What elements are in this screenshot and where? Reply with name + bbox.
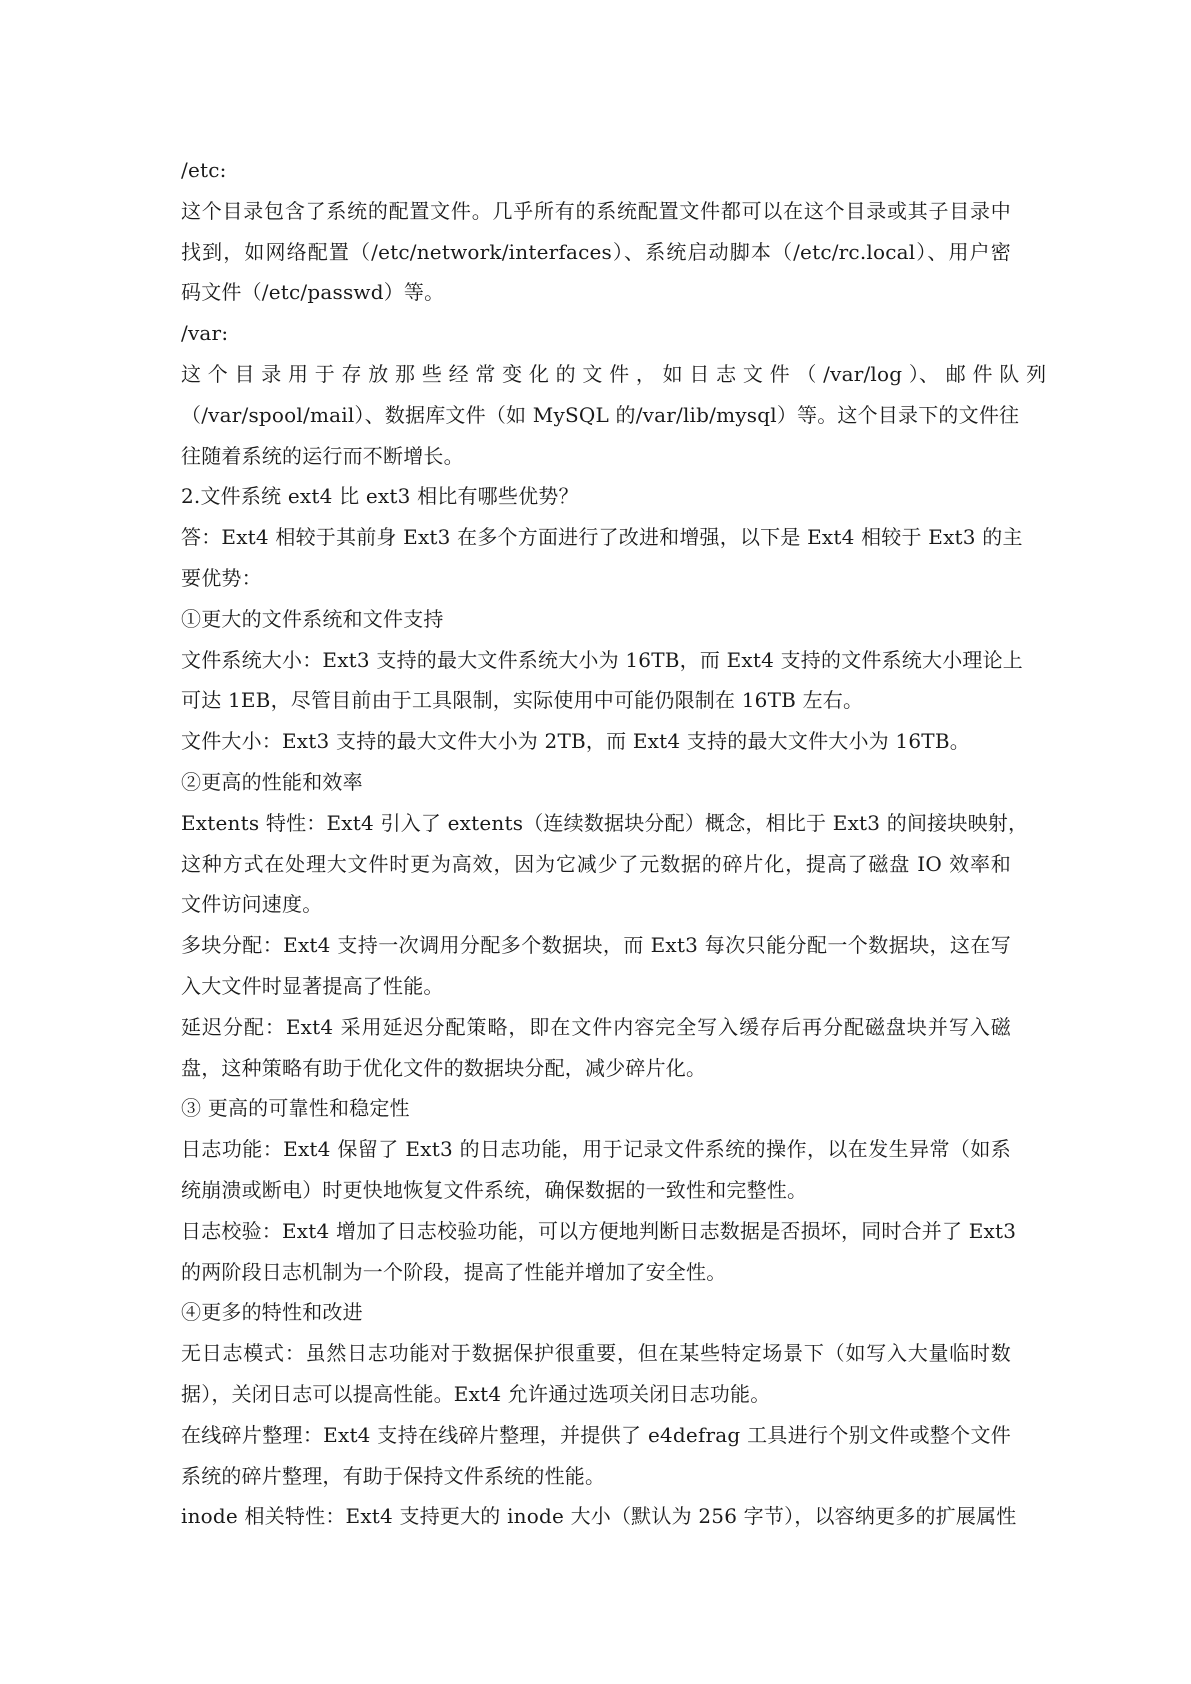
text-line: 可达 1EB，尽管目前由于工具限制，实际使用中可能仍限制在 16TB 左右。 xyxy=(181,688,864,713)
text-line: 据），关闭日志可以提高性能。Ext4 允许通过选项关闭日志功能。 xyxy=(181,1381,771,1406)
subsection-heading: ④更多的特性和改进 xyxy=(181,1300,363,1325)
text-line: 码文件（/etc/passwd）等。 xyxy=(181,280,445,305)
text-line: 文件大小：Ext3 支持的最大文件大小为 2TB，而 Ext4 支持的最大文件大小为 16TB。 xyxy=(181,729,970,754)
text-line: 盘，这种策略有助于优化文件的数据块分配，减少碎片化。 xyxy=(181,1055,707,1080)
text-line: 文件访问速度。 xyxy=(181,892,323,917)
text-line: 统崩溃或断电）时更快地恢复文件系统，确保数据的一致性和完整性。 xyxy=(181,1177,808,1202)
subsection-heading: ①更大的文件系统和文件支持 xyxy=(181,606,444,631)
text-line: /var: xyxy=(181,321,229,346)
text-line: Extents 特性：Ext4 引入了 extents（连续数据块分配）概念，相比于 Ext3 的间接块映射， xyxy=(181,810,1029,835)
text-line: 这 个 目 录 用 于 存 放 那 些 经 常 变 化 的 文 件 ， 如 日 志 文 件 （ /var/log ）、 邮 件 队 列 xyxy=(181,361,1047,386)
text-line: 系统的碎片整理，有助于保持文件系统的性能。 xyxy=(181,1463,606,1488)
text-line: inode 相关特性：Ext4 支持更大的 inode 大小（默认为 256 字节），以容纳更多的扩展属性 xyxy=(181,1504,1017,1529)
text-line: 入大文件时显著提高了性能。 xyxy=(181,973,444,998)
text-line: 要优势： xyxy=(181,565,262,590)
text-line: 延迟分配：Ext4 采用延迟分配策略，即在文件内容完全写入缓存后再分配磁盘块并写入磁 xyxy=(181,1014,1011,1039)
text-line: 文件系统大小：Ext3 支持的最大文件系统大小为 16TB，而 Ext4 支持的文件系统大小理论上 xyxy=(181,647,1023,672)
section-heading: 2.文件系统 ext4 比 ext3 相比有哪些优势？ xyxy=(181,484,579,509)
text-line: 多块分配：Ext4 支持一次调用分配多个数据块，而 Ext3 每次只能分配一个数据块，这在写 xyxy=(181,933,1011,958)
text-line: 答：Ext4 相较于其前身 Ext3 在多个方面进行了改进和增强，以下是 Ext4 相较于 Ext3 的主 xyxy=(181,525,1023,550)
text-line: 这个目录包含了系统的配置文件。几乎所有的系统配置文件都可以在这个目录或其子目录中 xyxy=(181,198,1011,223)
text-line: 这种方式在处理大文件时更为高效，因为它减少了元数据的碎片化，提高了磁盘 IO 效率和 xyxy=(181,851,1011,876)
text-line: 往随着系统的运行而不断增长。 xyxy=(181,443,464,468)
text-line: 的两阶段日志机制为一个阶段，提高了性能并增加了安全性。 xyxy=(181,1259,727,1284)
subsection-heading: ③ 更高的可靠性和稳定性 xyxy=(181,1096,410,1121)
text-line: /etc: xyxy=(181,158,227,182)
text-line: 无日志模式：虽然日志功能对于数据保护很重要，但在某些特定场景下（如写入大量临时数 xyxy=(181,1341,1011,1366)
text-line: （/var/spool/mail）、数据库文件（如 MySQL 的/var/lib/mysql）等。这个目录下的文件往 xyxy=(181,402,1020,427)
text-line: 在线碎片整理：Ext4 支持在线碎片整理，并提供了 e4defrag 工具进行个别文件或整个文件 xyxy=(181,1422,1011,1447)
text-line: 找到，如网络配置（/etc/network/interfaces）、系统启动脚本（/etc/rc.local）、用户密 xyxy=(181,239,1011,264)
document-page xyxy=(181,150,1047,1537)
subsection-heading: ②更高的性能和效率 xyxy=(181,769,363,794)
text-line: 日志校验：Ext4 增加了日志校验功能，可以方便地判断日志数据是否损坏，同时合并了 Ext3 xyxy=(181,1218,1017,1243)
text-line: 日志功能：Ext4 保留了 Ext3 的日志功能，用于记录文件系统的操作，以在发生异常（如系 xyxy=(181,1137,1011,1162)
